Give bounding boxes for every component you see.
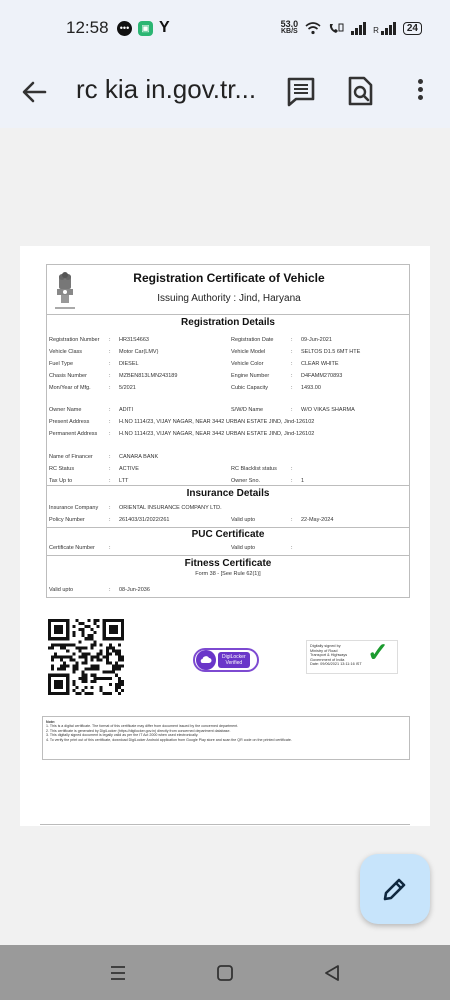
net-speed: 53.0 KB/S bbox=[280, 19, 299, 35]
more-vert-icon[interactable] bbox=[410, 76, 430, 108]
app-notification-icon: ▣ bbox=[138, 21, 153, 36]
y-icon: Y bbox=[159, 19, 170, 36]
signature-line: Transport & Highways bbox=[310, 653, 348, 658]
certificate-document bbox=[20, 246, 430, 826]
home-icon[interactable] bbox=[215, 963, 235, 983]
registration-details-heading: Registration Details bbox=[181, 317, 275, 328]
edit-pencil-icon bbox=[381, 875, 409, 903]
edit-button[interactable] bbox=[360, 854, 430, 924]
divider bbox=[47, 314, 409, 315]
recents-icon[interactable] bbox=[108, 963, 128, 983]
status-right bbox=[281, 20, 422, 36]
signal-icon-1 bbox=[351, 22, 366, 35]
signal-icon-2-roaming: R bbox=[373, 22, 396, 35]
divider bbox=[47, 527, 409, 528]
fitness-heading: Fitness Certificate bbox=[184, 558, 272, 569]
signature-line: Ministry of Road bbox=[310, 648, 338, 653]
digilocker-cloud-icon bbox=[196, 650, 216, 670]
system-nav-bar bbox=[0, 945, 450, 1000]
checkmark-icon: ✓ bbox=[367, 637, 389, 667]
signature-line: Date: 09/06/2021 13:11:16 IST bbox=[310, 662, 362, 667]
note-line: 3. This digitally signed document is legally valid as per the IT Act 2000 when used electronically. bbox=[46, 733, 199, 738]
page-title: rc kia in.gov.tr... bbox=[76, 74, 257, 104]
puc-heading: PUC Certificate bbox=[191, 529, 265, 540]
signature-line: Digitally signed by bbox=[310, 644, 341, 648]
find-in-page-icon[interactable] bbox=[343, 74, 377, 108]
issuing-authority: Issuing Authority : Jind, Haryana bbox=[157, 293, 301, 304]
status-time: 12:58 bbox=[66, 18, 109, 37]
signature-line: Government of India bbox=[310, 657, 345, 662]
note-line: 1. This is a digital certificate. The format of this certificate may differ from document issued by the concerned department. bbox=[46, 724, 239, 729]
volte-call-icon bbox=[328, 22, 344, 35]
fitness-form: Form 38 - [See Rule 62(1)] bbox=[195, 571, 261, 577]
app-bar bbox=[0, 56, 450, 128]
status-bar bbox=[0, 0, 450, 56]
notes-heading: Note: bbox=[46, 720, 56, 724]
signature-text bbox=[310, 644, 362, 667]
divider bbox=[40, 824, 410, 825]
certificate-title: Registration Certificate of Vehicle bbox=[133, 271, 325, 285]
notification-icons bbox=[117, 19, 170, 37]
back-icon[interactable] bbox=[322, 963, 342, 983]
insurance-details-heading: Insurance Details bbox=[186, 488, 270, 499]
note-line: 4. To verify the print out of this certificate, download DigiLocker Android application from Google Play store and scan the QR code on the printed certificate. bbox=[46, 737, 292, 742]
back-arrow-icon[interactable] bbox=[20, 78, 48, 106]
divider bbox=[47, 555, 409, 556]
note-line: 2. This certificate is generated by DigiLocker (https://digilocker.gov.in) directly from concerned department database. bbox=[46, 728, 231, 733]
certificate-box: Registration Certificate of Vehicle Issuing Authority : Jind, Haryana Registration Details Registration Number : HR31S4663 Registration Date : 09-Jun-2021 Vehicle Class : Motor Car(LMV) Vehicle Model : SELTOS D1.5 6MT HTE Fuel Type : DIESEL Vehicle Color : CLEAR WHITE Chasis Number : MZBEN813LMN243189 Engine Number : D4FAMM270893 Mon/Year of Mfg. : 5/2021 Cubic Capacity : 1493.00 Owner Name : ADITI S/W/D Name : W/O VIKAS SHARMA Present Address : H.NO 1114/23, VIJAY NAGAR, NEAR 3442 URBAN ESTATE JIND, Jind-126102 Permanent Address : H.NO 1114/23, VIJAY NAGAR, NEAR 3442 URBAN ESTATE JIND, Jind-126102 Name of Financer : CANARA BANK RC Status : ACTIVE RC Blacklist status : Tax Up to : LTT Owner Sno. : 1 Insurance Details Insurance Company : ORIENTAL INSURANCE COMPANY LTD. Policy Number : 261403/31/2022/261 Valid upto : 22-May-2024 PUC Certificate Certificate Number : Valid upto : Fitness Certificate Form 38 - [See Rule 62(1)] Valid upto : 08-Jun-2036 bbox=[46, 264, 410, 598]
qr-code bbox=[48, 619, 124, 695]
comment-icon[interactable] bbox=[284, 74, 318, 108]
notes-box bbox=[42, 716, 410, 760]
wifi-icon bbox=[305, 22, 321, 35]
divider bbox=[47, 485, 409, 486]
digilocker-verified-badge: DigiLocker Verified bbox=[193, 648, 259, 672]
digital-signature bbox=[306, 637, 398, 674]
battery-icon: 24 bbox=[403, 22, 422, 35]
message-icon: ••• bbox=[117, 21, 132, 36]
